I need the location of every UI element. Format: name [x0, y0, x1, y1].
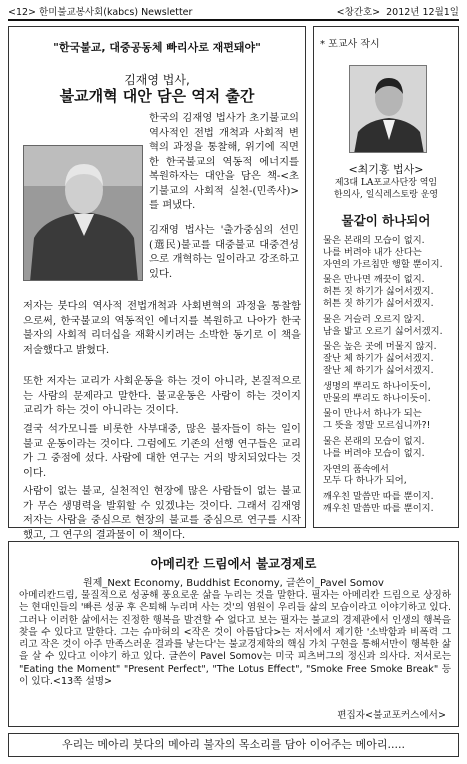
issue-date: 2012년 12월1일	[386, 7, 459, 18]
poem-line: 만물의 뿌리도 하나이듯이.	[323, 392, 431, 404]
second-article-title: 아메리칸 드림에서 불교경제로	[150, 556, 317, 571]
poem-line: 남을 밟고 오르기 싫어서겠지.	[323, 325, 443, 337]
poet-desc-line: 한의사, 일식레스토랑 운영	[333, 190, 439, 200]
poet-desc-line: 제3대 LA포교사단장 역임	[334, 178, 438, 188]
issue-label: <창간호>	[336, 7, 381, 18]
poem-line: 자연의 품속에서	[323, 463, 389, 475]
poem-stanza	[323, 381, 455, 405]
article-paragraph-3: 저자는 붓다의 역사적 전법개척과 사회변혁의 과정을 통찰함으로써, 한국불교의 역동적인 에너지를 복원하고 나아가 한국 불자의 사회적 리더십을 재확시키려는 소박한 동기로 이 책을 저술했다고 밝혔다.	[23, 300, 301, 356]
poem-line: 모두 다 하나가 되어,	[323, 475, 407, 487]
second-article-body: 아메리칸드림, 물질적으로 성공해 풍요로운 삶을 누리는 것을 말한다. 필자는 아메리칸 드림으로 상징하는 현대인들의 '빠른 성공 후 은퇴해 누리며 사는 것'의 염원이 우리들 삶의 모습이라고 이야기하고 있다. 그러나 이러한 삶에서는 진정한 행복을 발견할 수 없다고 보는 필자는 불교의 경제관에서 인생의 행복을 찾을 수 있다고 말한다. 그는 슈마허의 <작은 것이 아름답다>는 저서에서 제기한 '소박함과 비폭력 그리고 작은 것이 아주 만족스러운 결과를 낳는다'는 불교경제학의 핵심 가치 구현을 통해서만이 행복한 삶을 살 수 있다고 이야기 하고 있다. 글쓴이 Pavel Somov는 미국 피츠버그의 정신과 의사다. 저서로는 "Eating the Moment" "Present Perfect", "The Lotus Effect", "Smoke Free Smoke Break" 등이 있다.<13쪽 설명>	[19, 590, 451, 688]
second-article-source: 원제_Next Economy, Buddhist Economy, 글쓴이_Pavel Somov	[83, 578, 384, 589]
header-left	[8, 4, 192, 18]
header-right	[337, 4, 459, 18]
second-article	[8, 541, 459, 727]
poem-line: 생명의 뿌리도 하나이듯이,	[323, 380, 431, 392]
article-author: 김재영 법사,	[124, 73, 190, 87]
article-paragraph-2: 김재영 법사는 '출가중심의 선민(選民)불교를 대중불교 대중견성으로 개혁하는 일이라고 강조하고 있다.	[149, 224, 299, 280]
poem-stanza	[323, 341, 455, 376]
poem-sidebar	[313, 26, 459, 528]
article-paragraph-4: 또한 저자는 교리가 사회운동을 하는 것이 아니라, 본질적으로는 사람의 문제라고 말한다. 불교운동은 사람이 하는 것이지 교리가 하는 것이 아니라는 것이다.	[23, 375, 301, 416]
poem-line: 허튼 짓 하기가 싫어서겠지.	[323, 286, 434, 298]
publication-name: 한미불교봉사회(kabcs) Newsletter	[39, 7, 193, 18]
article-paragraph-5: 결국 석가모니를 비롯한 사부대중, 많은 불자들이 하는 일이 불교 운동이라는 것이다. 그럼에도 기존의 선행 연구들은 교리가 그 중점에 섰다. 사람에 대한 연구는 거의 방치되었다는 것이다.	[23, 423, 301, 479]
poem-stanza	[323, 314, 455, 338]
poem-title: 물같이 하나되어	[341, 213, 431, 228]
article-paragraph-1: 한국의 김재영 법사가 초기불교의 역사적인 전법 개척과 사회적 변혁의 과정을 통찰해, 위기에 직면한 한국불교의 역동적 에너지를 복원하자는 대안을 담은 책-<초기불교의 사회적 실천-(민족사)>를 펴냈다.	[149, 112, 299, 211]
poem-line: 깨우친 말씀만 따를 뿐이지.	[323, 502, 434, 514]
poem-stanza	[323, 436, 455, 460]
main-article	[8, 26, 306, 541]
poem-line: 잘난 체 하기가 싫어서겠지.	[323, 353, 434, 365]
poem-body	[323, 235, 455, 519]
page-number: <12>	[8, 7, 37, 18]
footer-motto: 우리는 메아리 붓다의 메아리 불자의 목소리를 담아 이어주는 메아리.....	[8, 733, 459, 757]
poet-photo	[349, 65, 427, 153]
poem-line: 물은 거슬러 오르지 않지.	[323, 313, 425, 325]
header-divider	[8, 19, 459, 21]
poet-description	[314, 177, 458, 201]
poem-stanza	[323, 408, 455, 432]
poem-stanza	[323, 235, 455, 270]
poem-line: 자연의 가르침만 행할 뿐이지.	[323, 258, 443, 270]
poet-photo-image	[350, 66, 427, 153]
poem-line: 잘난 체 하기가 싫어서겠지.	[323, 364, 434, 376]
poem-stanza	[323, 274, 455, 309]
sidebar-label: * 포교사 작시	[320, 39, 380, 50]
poem-stanza	[323, 491, 455, 515]
poet-name: <최기홍 법사>	[348, 163, 424, 176]
author-photo	[23, 145, 143, 281]
poem-line: 나를 버려야 모습이 없지.	[323, 447, 425, 459]
poem-stanza	[323, 464, 455, 488]
article-tagline: "한국불교, 대중공동체 빠리사로 재편돼야"	[53, 41, 261, 54]
poem-line: 허튼 짓 하기가 싫어서겠지.	[323, 297, 434, 309]
poem-line: 물은 본래의 모습이 없지.	[323, 235, 425, 246]
poem-line: 물은 높은 곳에 머물지 않지.	[323, 341, 437, 353]
poem-line: 물은 본래의 모습이 없지.	[323, 435, 425, 447]
page-header	[8, 3, 459, 19]
second-article-credit: 편집자<불교포커스에서>	[337, 710, 446, 721]
article-title: 불교개혁 대안 담은 역저 출간	[59, 87, 255, 105]
poem-line: 물은 만나면 깨끗이 없지.	[323, 274, 425, 286]
author-photo-image	[24, 146, 143, 281]
poem-line: 물이 만나서 하나가 되는	[323, 408, 422, 420]
poem-line: 나를 버려야 내가 산다는	[323, 246, 422, 258]
article-paragraph-6: 사람이 없는 불교, 실천적인 현장에 많은 사람들이 없는 불교가 무슨 생명력을 발휘할 수 있겠냐는 것이다. 그래서 김재영 저자는 사람을 중심으로 현장의 불교를 중심으로 연구를 시작했고, 그 연구의 결과물이 이 책이다.	[23, 485, 301, 541]
poem-line: 그 뜻을 정말 모르십니까?!	[323, 420, 431, 432]
poem-line: 깨우친 말씀만 따를 뿐이지.	[323, 491, 434, 503]
